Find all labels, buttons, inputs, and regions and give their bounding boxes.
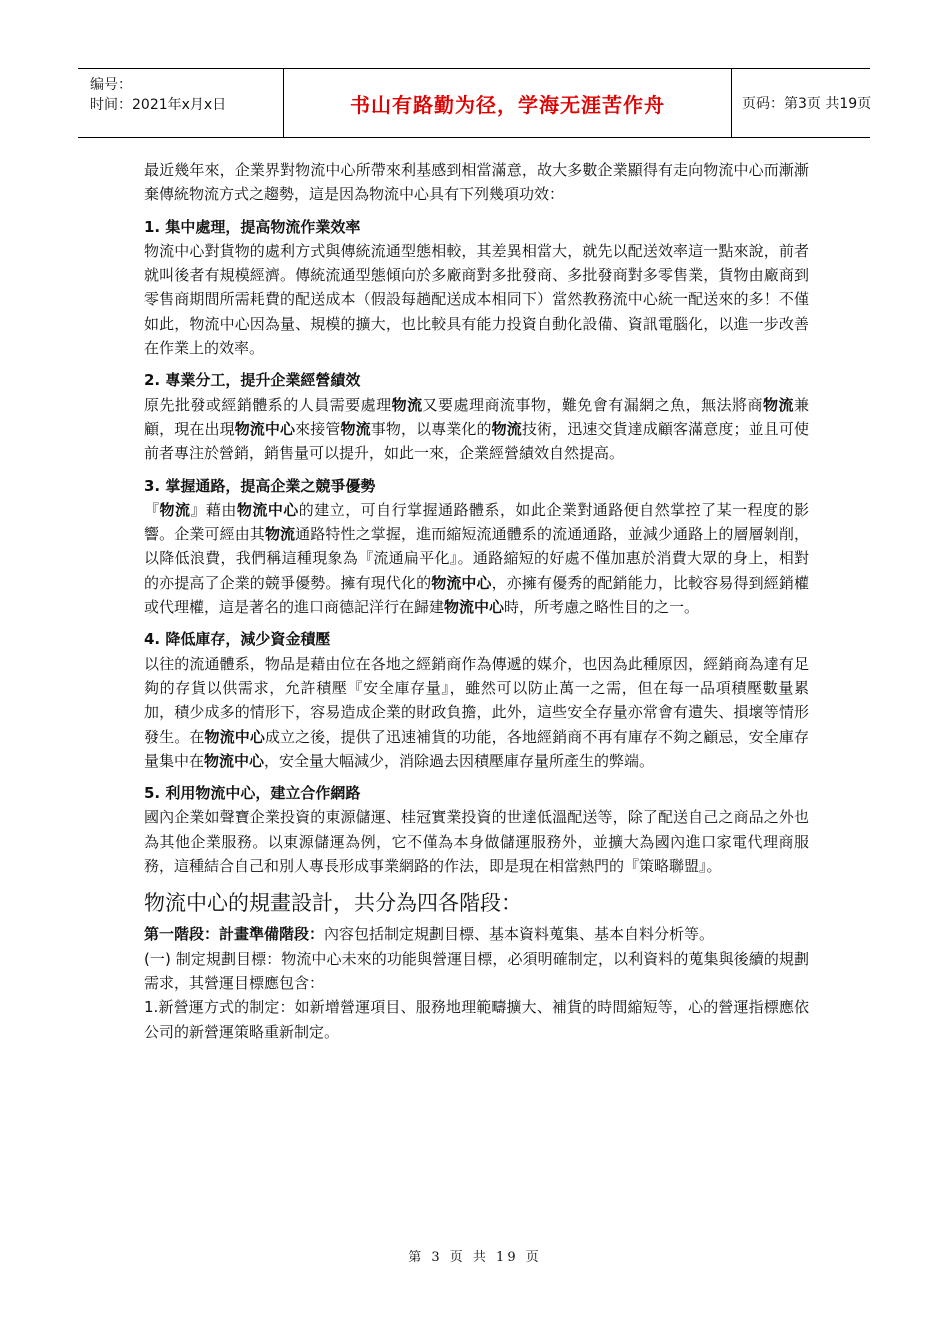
stage-1-text: 內容包括制定規劃目標、基本資料蒐集、基本自料分析等。 xyxy=(324,925,715,944)
bold-term: 物流中心 xyxy=(204,727,265,746)
header-motto: 书山有路勤为径，学海无涯苦作舟 xyxy=(350,92,665,117)
text-run: 來接管 xyxy=(295,419,341,438)
bold-term: 物流 xyxy=(340,419,371,438)
text-run: 『 xyxy=(144,500,160,519)
bold-term: 物流中心 xyxy=(431,573,492,592)
text-run: 技術，迅速交貨達成顧客滿意度；並且可使前者專注於營銷，銷售量可以提升，如此一來，企業經營績效自然提高。 xyxy=(144,419,809,463)
bold-term: 物流 xyxy=(264,525,296,544)
text-run: 原先批發或經銷體系的人員需要處理 xyxy=(144,395,392,414)
bold-term: 物流 xyxy=(491,419,522,438)
header-motto-cell xyxy=(284,69,732,137)
text-run: 事物，以專業化的 xyxy=(370,419,492,438)
planning-section-title: 物流中心的規畫設計，共分為四各階段： xyxy=(144,891,522,916)
section-4-title: 4. 降低庫存，減少資金積壓 xyxy=(144,630,331,649)
text-run: 以往的流通體系，物品是藉由位在各地之經銷商作為傳遞的媒介，也因為此種原因，經銷商為達有足夠的存貨以供需求，允許積壓『安全庫存量』，雖然可以防止萬一之需，但在每一品項積壓數量累加，積少成多的情形下，容易造成企業的財政負擔，此外，這些安全存量亦常會有遺失、損壞等情形發生。在 xyxy=(144,654,809,746)
item-2-paragraph: 1.新營運方式的制定：如新增營運項目、服務地理範疇擴大、補貨的時間縮短等，心的營運指標應依公司的新營運策略重新制定。 xyxy=(144,998,809,1041)
bold-term: 物流中心 xyxy=(444,598,505,617)
text-run: 』藉由 xyxy=(190,500,237,519)
bold-term: 物流中心 xyxy=(236,500,299,519)
bold-term: 物流 xyxy=(391,395,423,414)
bold-term: 物流中心 xyxy=(204,751,265,770)
text-run: ，安全量大幅減少，消除過去因積壓庫存量所產生的弊端。 xyxy=(264,751,655,770)
text-run: 時，所考慮之略性目的之一。 xyxy=(504,598,700,617)
text-run: ，亦擁有優秀的配銷能力，比較容易得到經銷權或代理權，這是著名的進口商德記洋行在歸建 xyxy=(144,573,809,617)
document-body xyxy=(144,158,809,1044)
section-3-title: 3. 掌握通路，提高企業之競爭優勢 xyxy=(144,476,376,495)
section-5-title: 5. 利用物流中心，建立合作網路 xyxy=(144,784,361,803)
stage-1-label: 第一階段：計畫準備階段： xyxy=(144,925,325,944)
intro-paragraph: 最近幾年來，企業界對物流中心所帶來利基感到相當滿意，故大多數企業顯得有走向物流中心而漸漸棄傳統物流方式之趨勢，這是因為物流中心具有下列幾項功效： xyxy=(144,161,809,204)
stage-1-paragraph xyxy=(144,922,809,946)
text-run: 通路特性之掌握，進而縮短流通體系的流通通路，並減少通路上的層層剝削，以降低浪費，我們稱這種現象為『流通扁平化』。通路縮短的好處不僅加惠於消費大眾的身上，相對的亦提高了企業的競爭優勢。擁有現代化的 xyxy=(144,525,809,592)
text-run: 的建立，可自行掌握通路體系，如此企業對通路便自然掌控了某一程度的影響。企業可經由其 xyxy=(144,500,809,544)
section-5-text: 國內企業如聲寶企業投資的東源儲運、桂冠實業投資的世達低溫配送等，除了配送自己之商品之外也為其他企業服務。以東源儲運為例，它不僅為本身做儲運服務外，並擴大為國內進口家電代理商服務，這種結合自己和別人專長形成事業網路的作法，即是現在相當熱門的『策略聯盟』。 xyxy=(144,808,809,876)
section-2-text xyxy=(144,393,809,466)
text-run: 兼顧，現在出現 xyxy=(144,395,809,438)
bold-term: 物流 xyxy=(762,395,794,414)
page-footer: 第 3 页 共 19 页 xyxy=(408,1250,542,1265)
bold-term: 物流 xyxy=(159,500,191,519)
header-page-info: 页码：第3页 共19页 xyxy=(742,96,872,112)
section-1-text: 物流中心對貨物的處利方式與傳統流通型態相較，其差異相當大，就先以配送效率這一點來說，前者就叫後者有規模經濟。傳統流通型態傾向於多廠商對多批發商、多批發商對多零售業，貨物由廠商到零售商期間所需耗費的配送成本（假設每趟配送成本相同下）當然教務流中心統一配送來的多！不僅如此，物流中心因為量、規模的擴大，也比較具有能力投資自動化設備、資訊電腦化，以進一步改善在作業上的效率。 xyxy=(144,241,809,358)
bold-term: 物流中心 xyxy=(234,419,296,438)
header-meta xyxy=(78,69,284,137)
page-header xyxy=(78,68,870,138)
section-1-title: 1. 集中處理，提高物流作業效率 xyxy=(144,217,361,236)
item-1-paragraph: (一) 制定規劃目標：物流中心未來的功能與營運目標，必須明確制定，以利資料的蒐集與後續的規劃需求，其營運目標應包含： xyxy=(144,949,809,992)
text-run: 成立之後，提供了迅速補貨的功能，各地經銷商不再有庫存不夠之顧忌，安全庫存量集中在 xyxy=(144,727,809,770)
text-run: 又要處理商流事物，難免會有漏網之魚，無法將商 xyxy=(422,395,763,414)
section-2-title: 2. 專業分工，提升企業經營績效 xyxy=(144,371,361,390)
header-number: 编号： xyxy=(90,77,132,93)
section-4-text xyxy=(144,652,809,773)
section-3-text xyxy=(144,498,809,619)
header-date: 时间：2021年x月x日 xyxy=(90,97,227,113)
